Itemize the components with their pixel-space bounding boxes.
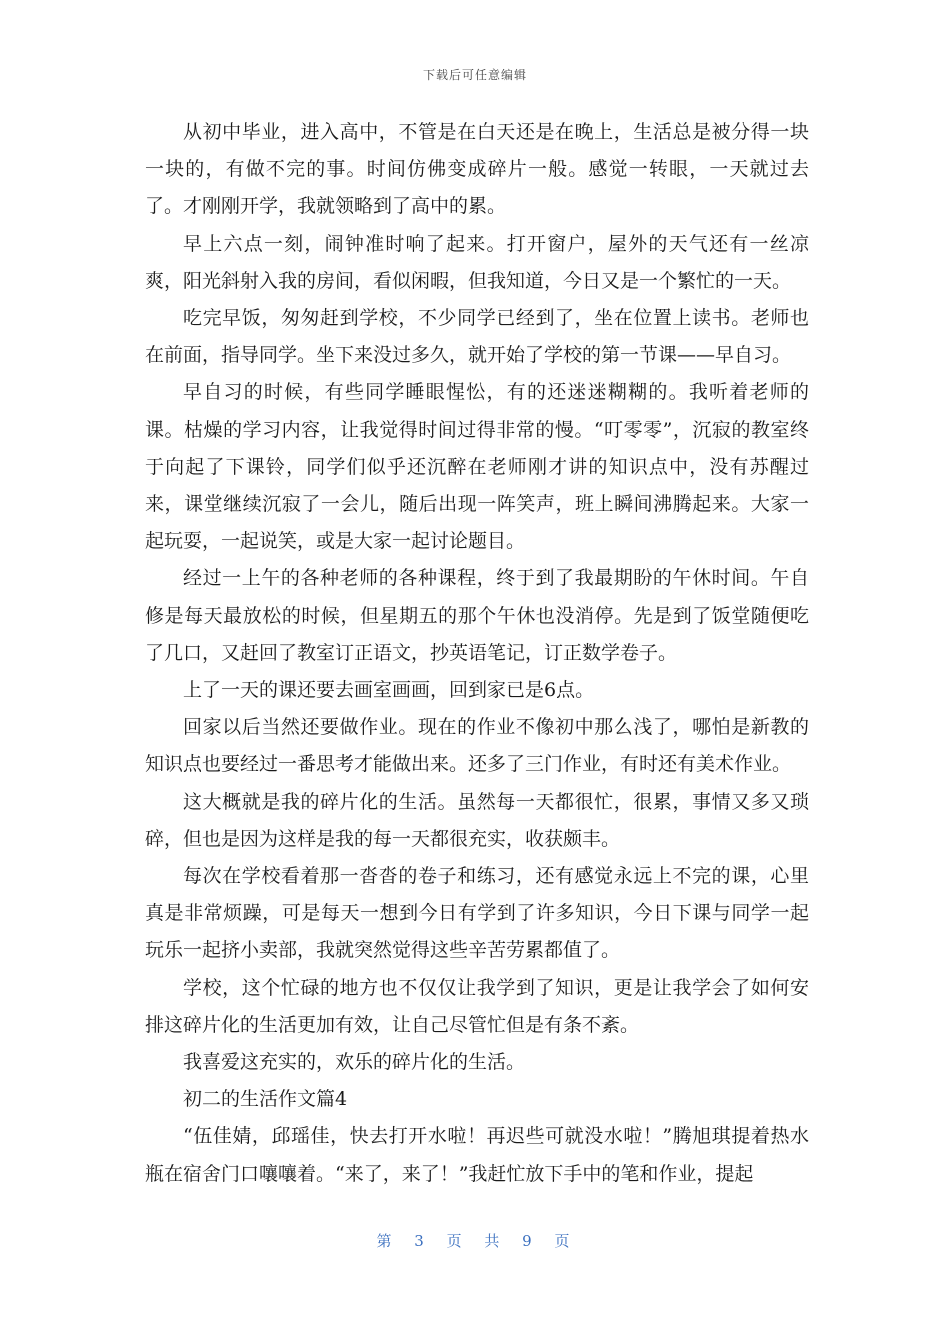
document-body [145, 114, 809, 1193]
paragraph-2: 早上六点一刻，闹钟准时响了起来。打开窗户，屋外的天气还有一丝凉爽，阳光斜射入我的房间，看似闲暇，但我知道，今日又是一个繁忙的一天。 [145, 232, 809, 292]
paragraph-7: 回家以后当然还要做作业。现在的作业不像初中那么浅了，哪怕是新教的知识点也要经过一番思考才能做出来。还多了三门作业，有时还有美术作业。 [145, 716, 809, 776]
paragraph-8: 这大概就是我的碎片化的生活。虽然每一天都很忙，很累，事情又多又琐碎，但也是因为这样是我的每一天都很充实，收获颇丰。 [145, 790, 809, 850]
page-footer-page-number: 第 3 页 共 9 页 [376, 1232, 574, 1250]
paragraph-1: 从初中毕业，进入高中，不管是在白天还是在晚上，生活总是被分得一块一块的，有做不完的事。时间仿佛变成碎片一般。感觉一转眼，一天就过去了。才刚刚开学，我就领略到了高中的累。 [145, 121, 809, 218]
paragraph-10: 学校，这个忙碌的地方也不仅仅让我学到了知识，更是让我学会了如何安排这碎片化的生活更加有效，让自己尽管忙但是有条不紊。 [145, 976, 809, 1036]
paragraph-3: 吃完早饭，匆匆赶到学校，不少同学已经到了，坐在位置上读书。老师也在前面，指导同学。坐下来没过多久，就开始了学校的第一节课——早自习。 [145, 307, 809, 367]
section-heading: 初二的生活作文篇4 [183, 1088, 348, 1111]
paragraph-6: 上了一天的课还要去画室画画，回到家已是6点。 [183, 679, 595, 702]
paragraph-12: “伍佳婧，邱瑶佳，快去打开水啦！再迟些可就没水啦！”腾旭琪提着热水瓶在宿舍门口嚷嚷着。“来了，来了！”我赶忙放下手中的笔和作业，提起 [145, 1125, 809, 1185]
paragraph-11: 我喜爱这充实的，欢乐的碎片化的生活。 [183, 1051, 526, 1074]
paragraph-4: 早自习的时候，有些同学睡眼惺忪，有的还迷迷糊糊的。我听着老师的课。枯燥的学习内容，让我觉得时间过得非常的慢。“叮零零”，沉寂的教室终于向起了下课铃，同学们似乎还沉醉在老师刚才讲的知识点中，没有苏醒过来，课堂继续沉寂了一会儿，随后出现一阵笑声，班上瞬间沸腾起来。大家一起玩耍，一起说笑，或是大家一起讨论题目。 [145, 381, 809, 553]
paragraph-9: 每次在学校看着那一沓沓的卷子和练习，还有感觉永远上不完的课，心里真是非常烦躁，可是每天一想到今日有学到了许多知识，今日下课与同学一起玩乐一起挤小卖部，我就突然觉得这些辛苦劳累都值了。 [145, 865, 809, 962]
paragraph-5: 经过一上午的各种老师的各种课程，终于到了我最期盼的午休时间。午自修是每天最放松的时候，但星期五的那个午休也没消停。先是到了饭堂随便吃了几口，又赶回了教室订正语文，抄英语笔记，订正数学卷子。 [145, 567, 809, 664]
page-header: 下载后可任意编辑 [422, 68, 527, 82]
